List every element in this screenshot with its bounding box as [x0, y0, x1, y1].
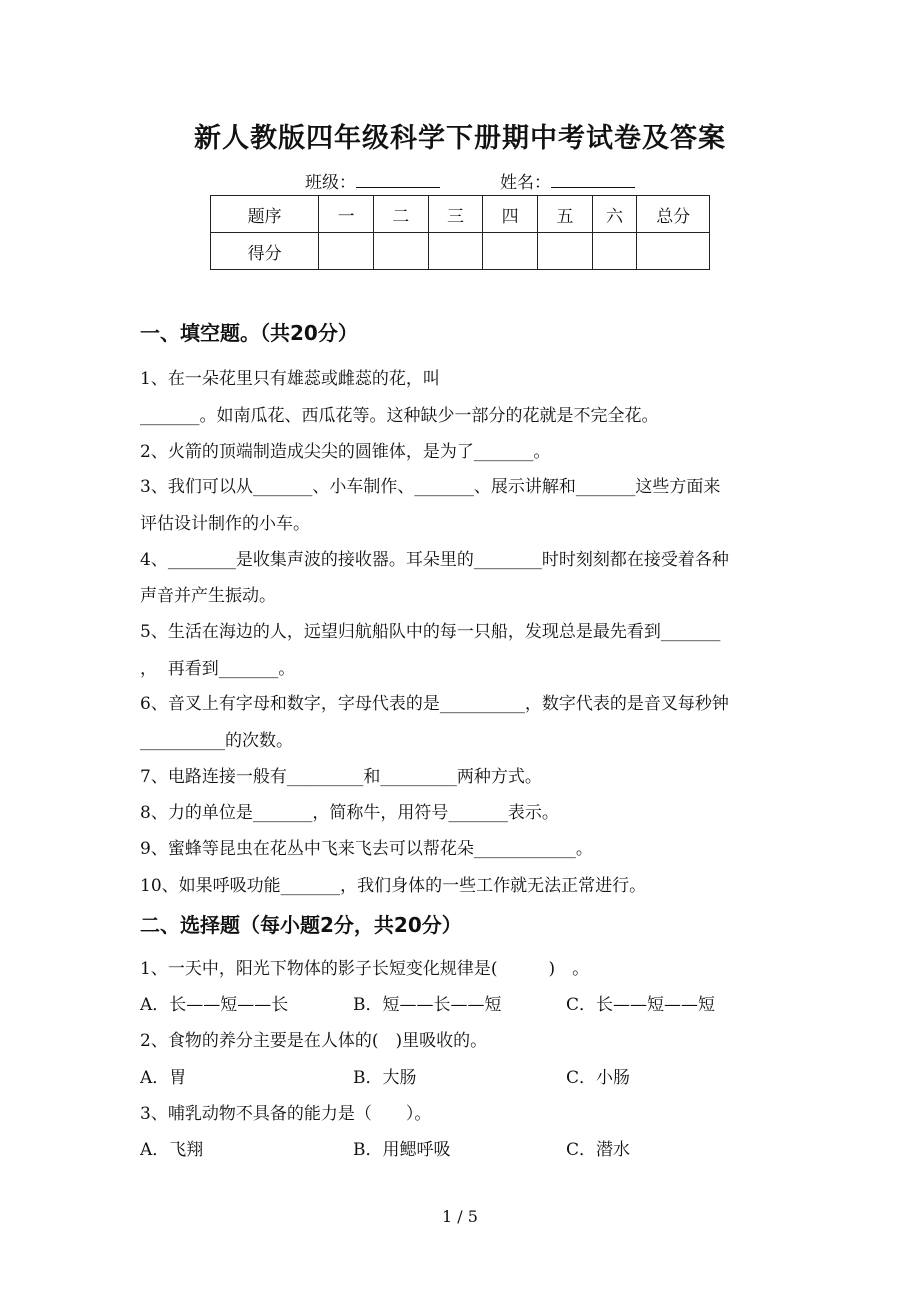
- question-line: 1、在一朵花里只有雄蕊或雌蕊的花，叫: [140, 369, 440, 389]
- choice-question: 1、一天中，阳光下物体的影子长短变化规律是( ) 。: [140, 959, 590, 979]
- score-table-header-row: [211, 196, 710, 233]
- choice-option-c: C．小肠: [566, 1068, 631, 1088]
- question-line: 5、生活在海边的人，远望归航船队中的每一只船，发现总是最先看到_______: [140, 622, 721, 642]
- choice-question: 3、哺乳动物不具备的能力是（ ）。: [140, 1104, 432, 1124]
- choice-option-a: A．长——短——长: [140, 995, 289, 1015]
- name-blank: [551, 169, 635, 188]
- question-line: 2、火箭的顶端制造成尖尖的圆锥体，是为了_______。: [140, 442, 551, 462]
- choice-option-a: A．飞翔: [140, 1140, 204, 1160]
- score-table-score-row: [211, 233, 710, 270]
- section-choice-title: 二、选择题（每小题2分，共20分）: [140, 913, 462, 937]
- name-label: 姓名：: [500, 173, 551, 193]
- header-cell: 一: [319, 196, 374, 233]
- question-line: 声音并产生振动。: [140, 586, 276, 606]
- question-line: 4、________是收集声波的接收器。耳朵里的________时时刻刻都在接受着各种: [140, 550, 729, 570]
- page-title: 新人教版四年级科学下册期中考试卷及答案: [194, 123, 726, 154]
- question-line: 10、如果呼吸功能_______，我们身体的一些工作就无法正常进行。: [140, 876, 647, 896]
- question-line: 6、音叉上有字母和数字，字母代表的是__________，数字代表的是音叉每秒钟: [140, 694, 729, 714]
- header-cell: 题序: [211, 196, 319, 233]
- score-cell: [592, 233, 637, 270]
- score-cell: [637, 233, 710, 270]
- header-cell: 四: [483, 196, 538, 233]
- header-cell: 二: [373, 196, 428, 233]
- score-cell: [483, 233, 538, 270]
- choice-question: 2、食物的养分主要是在人体的( )里吸收的。: [140, 1031, 488, 1051]
- score-cell: [428, 233, 483, 270]
- choice-option-c: C．潜水: [566, 1140, 631, 1160]
- question-line: _______。如南瓜花、西瓜花等。这种缺少一部分的花就是不完全花。: [140, 406, 659, 426]
- score-cell: [319, 233, 374, 270]
- class-field: [305, 168, 440, 193]
- score-cell: [373, 233, 428, 270]
- header-cell: 总分: [637, 196, 710, 233]
- question-line: ， 再看到_______。: [140, 659, 296, 679]
- page-number: 1 / 5: [442, 1207, 478, 1226]
- choice-option-c: C．长——短——短: [566, 995, 716, 1015]
- header-cell: 三: [428, 196, 483, 233]
- question-line: 8、力的单位是_______，简称牛，用符号_______表示。: [140, 803, 559, 823]
- question-line: 3、我们可以从_______、小车制作、_______、展示讲解和_______这些方面来: [140, 477, 721, 497]
- choice-option-b: B．用鳃呼吸: [353, 1140, 451, 1160]
- choice-option-b: B．大肠: [353, 1068, 417, 1088]
- choice-option-b: B．短——长——短: [353, 995, 502, 1015]
- row-label-cell: 得分: [211, 233, 319, 270]
- score-table: [210, 195, 710, 270]
- header-cell: 六: [592, 196, 637, 233]
- question-line: 9、蜜蜂等昆虫在花丛中飞来飞去可以帮花朵____________。: [140, 839, 593, 859]
- class-label: 班级：: [305, 173, 356, 193]
- name-field: [500, 168, 635, 193]
- class-blank: [356, 169, 440, 188]
- question-line: 评估设计制作的小车。: [140, 514, 310, 534]
- section-fill-blank-title: 一、填空题。（共20分）: [140, 321, 358, 345]
- question-line: 7、电路连接一般有_________和_________两种方式。: [140, 767, 542, 787]
- header-cell: 五: [537, 196, 592, 233]
- score-cell: [537, 233, 592, 270]
- question-line: __________的次数。: [140, 731, 293, 751]
- choice-option-a: A．胃: [140, 1068, 187, 1088]
